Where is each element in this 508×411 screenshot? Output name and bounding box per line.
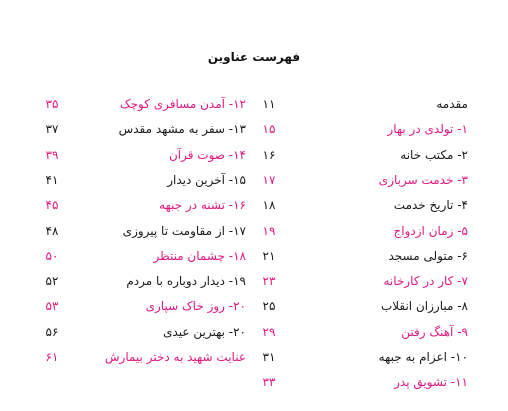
- toc-row: [0, 219, 508, 243]
- toc-entry-page[interactable]: ۳۹: [45, 147, 59, 162]
- toc-row: [0, 370, 508, 394]
- toc-entry-title[interactable]: ۱۰- اعزام به جبهه: [378, 350, 468, 364]
- toc-entry-title[interactable]: ۴- تاریخ خدمت: [393, 198, 468, 213]
- toc-row: [0, 320, 508, 344]
- toc-entry-title[interactable]: ۸- مبارزان انقلاب: [380, 299, 468, 314]
- toc-row: [0, 168, 508, 192]
- toc-row: [0, 143, 508, 167]
- toc-entry-title[interactable]: ۶- متولی مسجد: [388, 248, 468, 263]
- toc-row: [0, 294, 508, 318]
- toc-entry-title[interactable]: مقدمه: [436, 97, 468, 111]
- toc-entry-page[interactable]: ۱۱: [262, 97, 276, 111]
- toc-entry-title[interactable]: ۲- مکتب خانه: [400, 147, 468, 162]
- toc-entry-title[interactable]: ۹- آهنگ رفتن: [401, 324, 468, 339]
- toc-entry-page[interactable]: ۲۵: [262, 299, 276, 314]
- toc-entry-page[interactable]: ۱۹: [262, 223, 276, 238]
- toc-row: [0, 244, 508, 268]
- toc-entry-title[interactable]: ۱۳- سفر به مشهد مقدس: [118, 122, 246, 137]
- toc-entry-page[interactable]: ۲۹: [262, 324, 276, 339]
- toc-entry-page[interactable]: ۴۸: [45, 223, 59, 238]
- toc-entry-title[interactable]: ۱۷- از مقاومت تا پیروزی: [122, 223, 246, 238]
- toc-entry-title[interactable]: ۱۶- تشنه در جبهه: [159, 198, 246, 213]
- toc-entry-page[interactable]: ۱۷: [262, 172, 276, 187]
- toc-entry-title[interactable]: ۱۹- دیدار دوباره با مردم: [126, 274, 246, 289]
- toc-entry-page[interactable]: ۱۶: [262, 147, 276, 162]
- toc-entry-title[interactable]: ۱۱- تشویق پدر: [394, 375, 468, 390]
- toc-entry-page[interactable]: ۶۱: [45, 350, 59, 364]
- toc-entry-title[interactable]: ۱۴- صوت قرآن: [168, 147, 246, 162]
- toc-entry-title[interactable]: ۱۸- چشمان منتظر: [153, 248, 246, 263]
- toc-entry-title[interactable]: ۲۰- بهترین عیدی: [163, 324, 246, 339]
- toc-entry-title[interactable]: ۵- زمان ازدواج: [393, 223, 468, 238]
- toc-row: [0, 269, 508, 293]
- toc-entry-title[interactable]: ۱- تولدی در بهار: [387, 122, 468, 137]
- toc-row: [0, 345, 508, 369]
- toc-row: [0, 92, 508, 116]
- toc-entry-title[interactable]: ۱۲- آمدن مسافری کوچک: [119, 97, 246, 111]
- toc-entry-title[interactable]: عنایت شهید به دختر بیمارش: [104, 350, 246, 364]
- toc-row: [0, 193, 508, 217]
- toc-entry-page[interactable]: ۳۱: [262, 350, 276, 364]
- toc-entry-title[interactable]: ۷- کار در کارخانه: [383, 274, 468, 289]
- toc-entry-page[interactable]: ۱۸: [262, 198, 276, 213]
- toc-entry-page[interactable]: ۳۳: [262, 375, 276, 390]
- toc-entry-page[interactable]: ۵۲: [45, 274, 59, 289]
- toc-heading: فهرست عناوین: [207, 50, 301, 64]
- toc-entry-page[interactable]: ۳۵: [45, 97, 59, 111]
- toc-entry-page[interactable]: ۱۵: [262, 122, 276, 137]
- toc-entry-page[interactable]: ۴۵: [45, 198, 59, 213]
- toc-entry-page[interactable]: ۵۳: [45, 299, 59, 314]
- toc-entry-page[interactable]: ۲۱: [262, 248, 276, 263]
- toc-entry-page[interactable]: ۵۰: [45, 248, 59, 263]
- toc-entry-page[interactable]: ۳۷: [45, 122, 59, 137]
- toc-entry-title[interactable]: ۲۰- روز خاک سپاری: [145, 299, 246, 314]
- toc-entry-page[interactable]: ۴۱: [45, 172, 59, 187]
- toc-entry-page[interactable]: ۵۶: [45, 324, 59, 339]
- toc-entry-title[interactable]: ۳- خدمت سربازی: [378, 172, 468, 187]
- toc-row: [0, 117, 508, 141]
- toc-entry-page[interactable]: ۲۳: [262, 274, 276, 289]
- toc-entry-title[interactable]: ۱۵- آخرین دیدار: [167, 172, 246, 187]
